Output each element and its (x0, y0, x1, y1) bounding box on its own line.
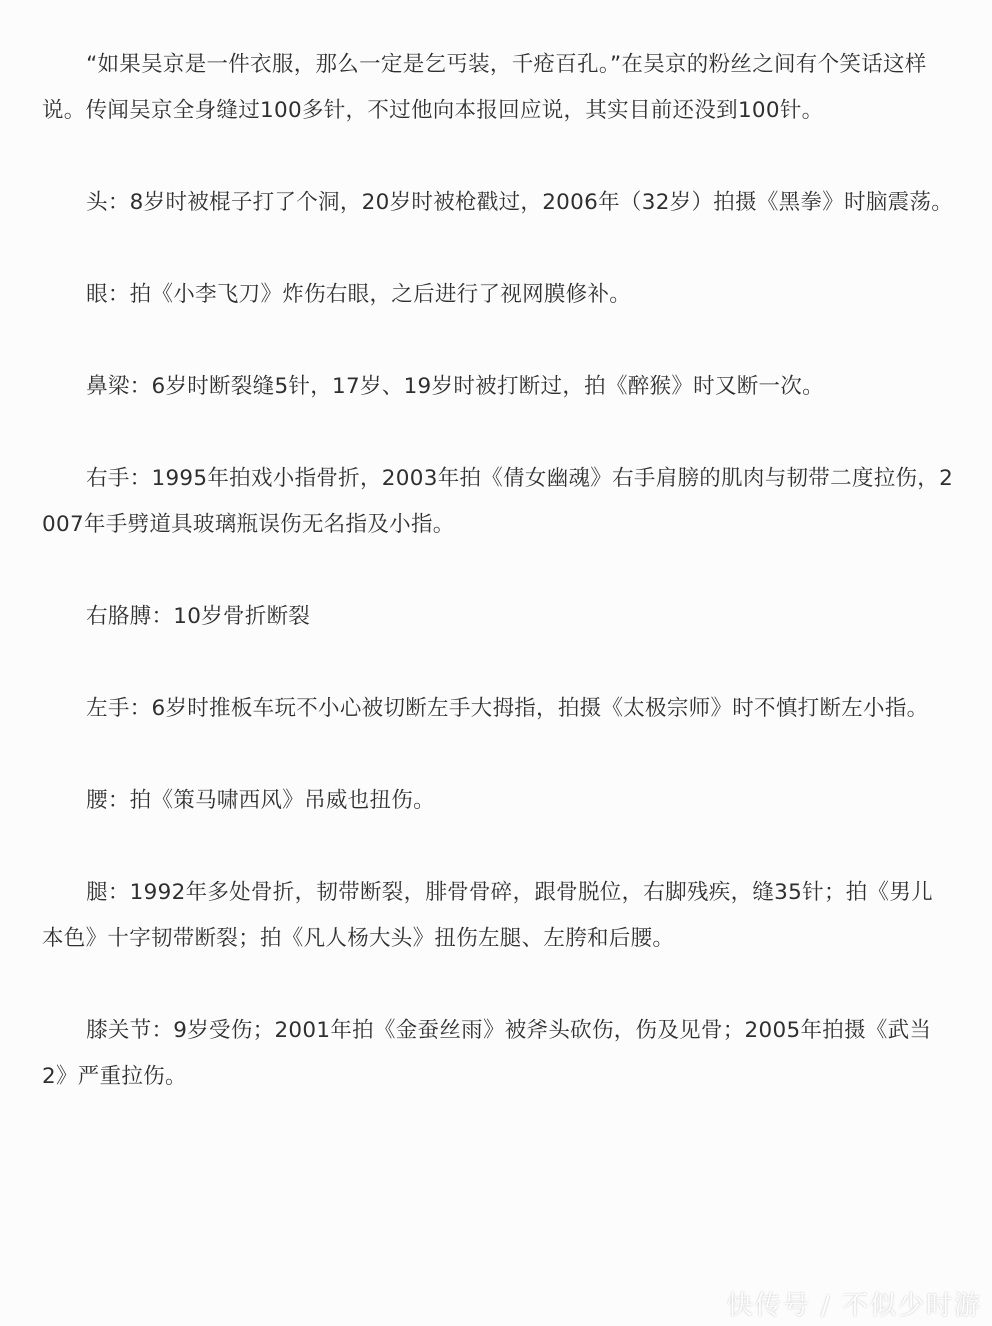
paragraph-head: 头：8岁时被棍子打了个洞，20岁时被枪戳过，2006年（32岁）拍摄《黑拳》时脑震荡。 (86, 190, 954, 215)
paragraph-leg: 腿：1992年多处骨折，韧带断裂，腓骨骨碎，跟骨脱位，右脚残疾，缝35针；拍《男儿本色》十字韧带断裂；拍《凡人杨大头》扭伤左腿、左胯和后腰。 (42, 880, 933, 951)
paragraph-nose: 鼻梁：6岁时断裂缝5针，17岁、19岁时被打断过，拍《醉猴》时又断一次。 (86, 374, 824, 399)
paragraph-right-arm: 右胳膊：10岁骨折断裂 (86, 604, 311, 629)
paragraph-intro: “如果吴京是一件衣服，那么一定是乞丐装，千疮百孔。”在吴京的粉丝之间有个笑话这样说。传闻吴京全身缝过100多针，不过他向本报回应说，其实目前还没到100针。 (42, 52, 927, 123)
paragraph-left-hand: 左手：6岁时推板车玩不小心被切断左手大拇指，拍摄《太极宗师》时不慎打断左小指。 (86, 696, 929, 721)
paragraph-knee: 膝关节：9岁受伤；2001年拍《金蚕丝雨》被斧头砍伤，伤及见骨；2005年拍摄《武当2》严重拉伤。 (42, 1018, 932, 1089)
watermark-text: 快传号 / 不似少时游 (726, 1291, 982, 1321)
article-body (42, 42, 954, 1100)
paragraph-eye: 眼：拍《小李飞刀》炸伤右眼，之后进行了视网膜修补。 (86, 282, 632, 307)
paragraph-right-hand: 右手：1995年拍戏小指骨折，2003年拍《倩女幽魂》右手肩膀的肌肉与韧带二度拉伤，2007年手劈道具玻璃瓶误伤无名指及小指。 (42, 466, 954, 537)
paragraph-waist: 腰：拍《策马啸西风》吊威也扭伤。 (86, 788, 435, 813)
